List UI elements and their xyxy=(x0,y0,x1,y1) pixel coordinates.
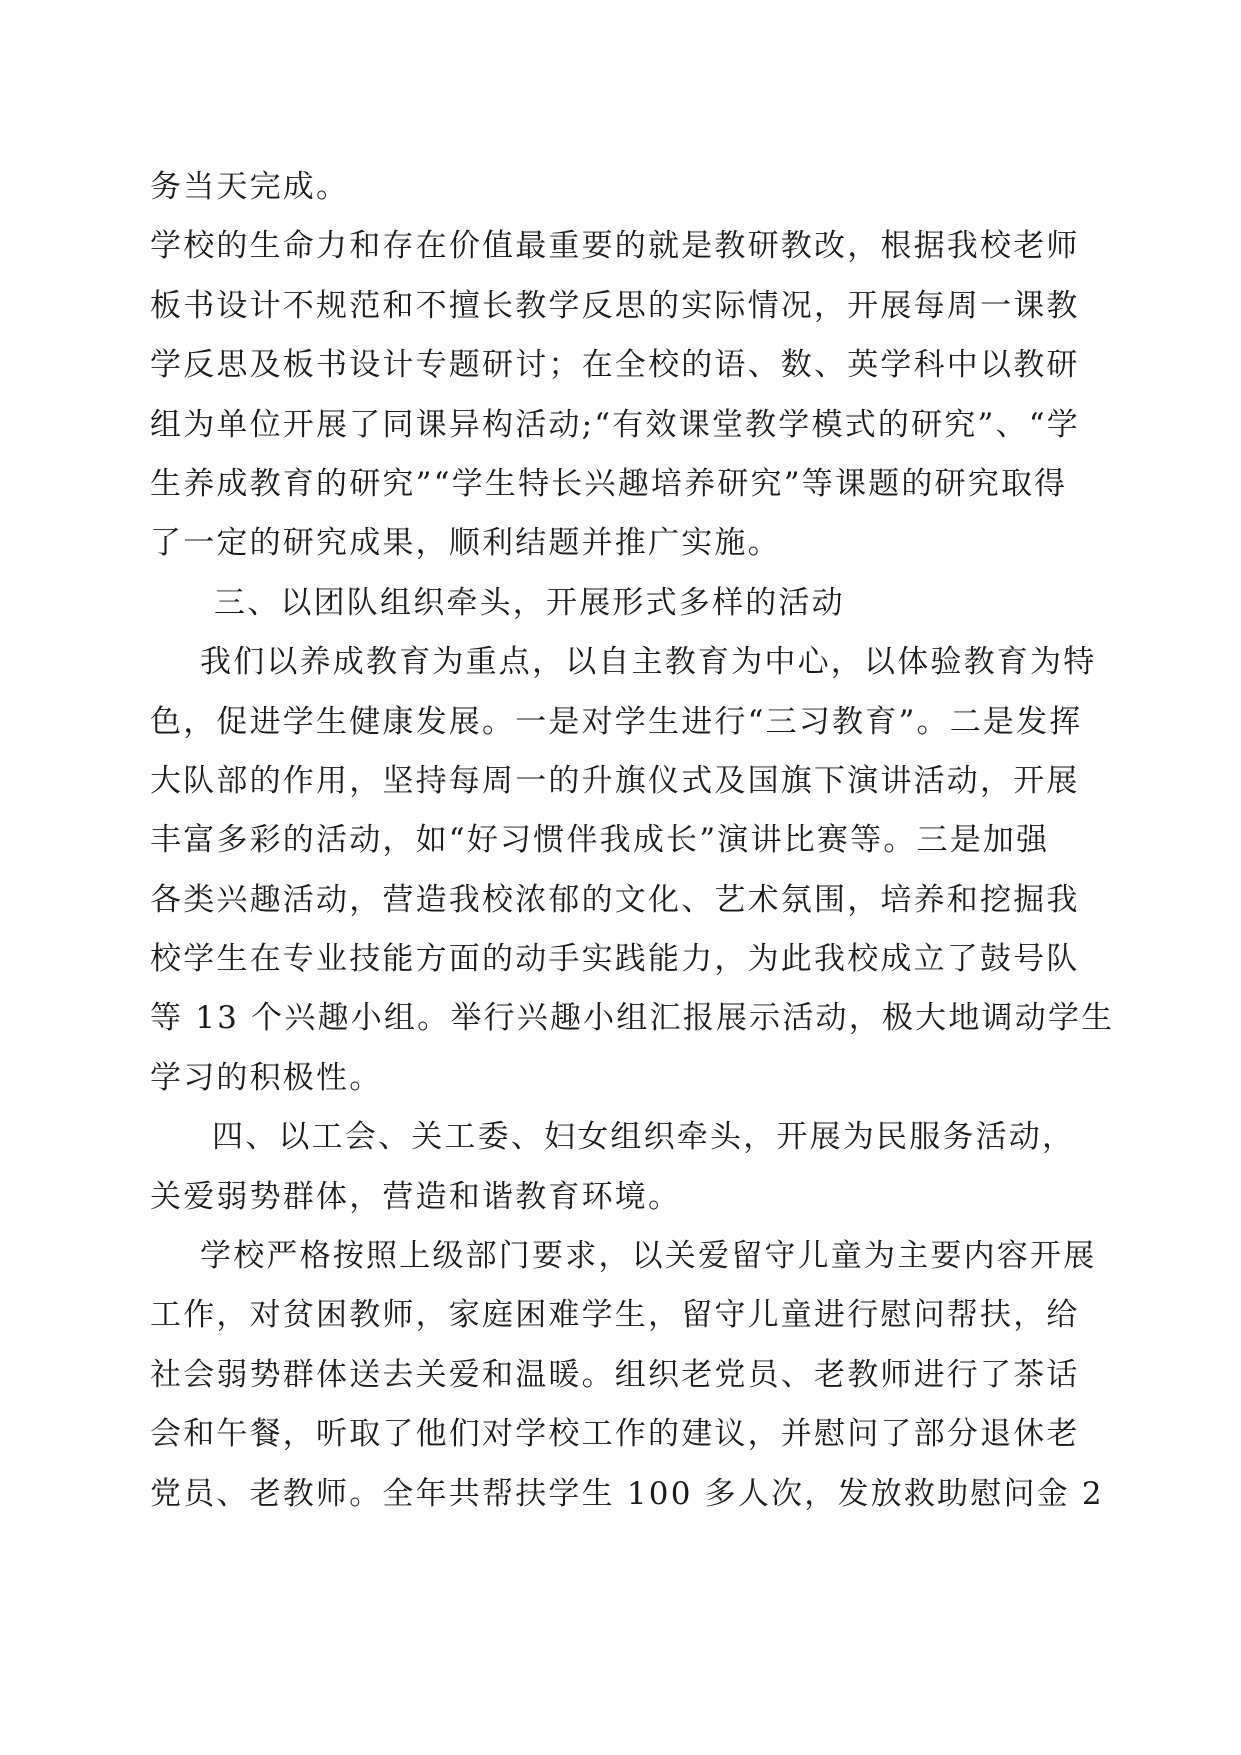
text-line: 会和午餐，听取了他们对学校工作的建议，并慰问了部分退休老 xyxy=(150,1416,1080,1453)
text-line: 各类兴趣活动，营造我校浓郁的文化、艺术氛围，培养和挖掘我 xyxy=(150,881,1080,918)
text-line: 组为单位开展了同课异构活动;“有效课堂教学模式的研究”、“学 xyxy=(150,406,1080,443)
text-line: 学反思及板书设计专题研讨；在全校的语、数、英学科中以教研 xyxy=(150,347,1080,384)
text-line: 学校严格按照上级部门要求，以关爱留守儿童为主要内容开展 xyxy=(200,1238,1097,1275)
section-heading: 四、以工会、关工委、妇女组织牵头，开展为民服务活动， xyxy=(212,1119,1076,1156)
text-line: 生养成教育的研究”“学生特长兴趣培养研究”等课题的研究取得 xyxy=(150,465,1068,502)
section-heading: 三、以团队组织牵头，开展形式多样的活动 xyxy=(214,584,845,621)
text-line: 党员、老教师。全年共帮扶学生 100 多人次，发放救助慰问金 2 xyxy=(150,1475,1104,1512)
text-line: 工作，对贫困教师，家庭困难学生，留守儿童进行慰问帮扶，给 xyxy=(150,1297,1080,1334)
text-line: 关爱弱势群体，营造和谐教育环境。 xyxy=(150,1178,682,1215)
text-line: 板书设计不规范和不擅长教学反思的实际情况，开展每周一课教 xyxy=(150,287,1080,324)
text-line: 校学生在专业技能方面的动手实践能力，为此我校成立了鼓号队 xyxy=(150,941,1080,978)
text-line: 大队部的作用，坚持每周一的升旗仪式及国旗下演讲活动，开展 xyxy=(150,762,1080,799)
text-line: 色，促进学生健康发展。一是对学生进行“三习教育”。二是发挥 xyxy=(150,703,1083,740)
text-line: 我们以养成教育为重点，以自主教育为中心，以体验教育为特 xyxy=(200,644,1097,681)
text-line: 丰富多彩的活动，如“好习惯伴我成长”演讲比赛等。三是加强 xyxy=(150,822,1050,859)
text-line: 务当天完成。 xyxy=(150,169,350,205)
text-line: 学校的生命力和存在价值最重要的就是教研教改，根据我校老师 xyxy=(150,228,1080,265)
text-line: 社会弱势群体送去关爱和温暖。组织老党员、老教师进行了茶话 xyxy=(150,1356,1080,1393)
text-line: 等 13 个兴趣小组。举行兴趣小组汇报展示活动，极大地调动学生 xyxy=(150,1000,1115,1037)
text-line: 了一定的研究成果，顺利结题并推广实施。 xyxy=(150,525,781,562)
text-line: 学习的积极性。 xyxy=(150,1059,383,1096)
document-body xyxy=(150,158,1115,1524)
